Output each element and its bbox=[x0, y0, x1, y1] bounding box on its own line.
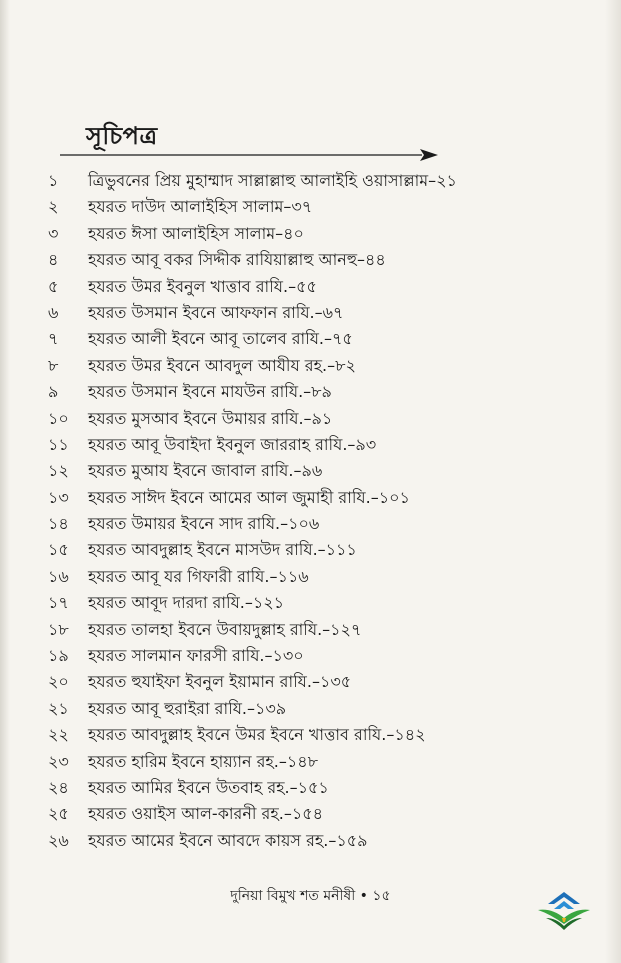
toc-entry-title: হযরত আবূ বকর সিদ্দীক রাযিয়াল্লাহু আনহু–৪৪ bbox=[88, 250, 386, 270]
toc-entry-number: ৬ bbox=[48, 302, 59, 322]
toc-entry-number: ২৫ bbox=[48, 804, 69, 824]
toc-entry bbox=[48, 590, 608, 616]
toc-entry-title: হযরত উমর ইবনে আবদুল আযীয রহ.–৮২ bbox=[88, 355, 356, 375]
toc-entry-number: ২৪ bbox=[48, 777, 69, 797]
toc-entry bbox=[48, 485, 608, 511]
toc-entry bbox=[48, 643, 608, 669]
toc-entry-number: ১০ bbox=[48, 408, 69, 428]
toc-entry-number: ৫ bbox=[48, 276, 59, 296]
toc-entry bbox=[48, 669, 608, 695]
toc-entry-title: হযরত ওয়াইস আল-কারনী রহ.–১৫৪ bbox=[88, 804, 323, 824]
toc-entry-number: ১৩ bbox=[48, 487, 69, 507]
toc-entry-title: হযরত উসমান ইবনে আফফান রাযি.–৬৭ bbox=[88, 302, 344, 322]
toc-entry-title: হযরত আবদুল্লাহ ইবনে উমর ইবনে খাত্তাব রাযি.–১৪২ bbox=[88, 725, 426, 745]
toc-entry-number: ৯ bbox=[48, 382, 59, 402]
toc-entry-number: ১২ bbox=[48, 461, 69, 481]
footer-page-number: ১৫ bbox=[372, 888, 391, 904]
toc-entry bbox=[48, 458, 608, 484]
toc-entry bbox=[48, 326, 608, 352]
toc-entry-title: হযরত ঈসা আলাইহিস সালাম–৪০ bbox=[88, 223, 304, 243]
toc-entry bbox=[48, 353, 608, 379]
toc-entry-title: হযরত উসমান ইবনে মাযউন রাযি.–৮৯ bbox=[88, 382, 332, 402]
toc-entry-title: ত্রিভুবনের প্রিয় মুহাম্মাদ সাল্লাল্লাহু আলাইহি ওয়াসাল্লাম–২১ bbox=[88, 171, 457, 190]
toc-entry-number: ২২ bbox=[48, 725, 69, 745]
toc-entry bbox=[48, 828, 608, 854]
toc-entry-number: ২ bbox=[48, 197, 59, 217]
toc-entry-title: হযরত সালমান ফারসী রাযি.–১৩০ bbox=[88, 646, 304, 666]
toc-entry-title: হযরত সাঈদ ইবনে আমের আল জুমাহী রাযি.–১০১ bbox=[88, 487, 410, 507]
toc-entry-title: হযরত উমর ইবনুল খাত্তাব রাযি.–৫৫ bbox=[88, 276, 317, 296]
toc-entry-title: হযরত দাউদ আলাইহিস সালাম–৩৭ bbox=[88, 197, 313, 217]
toc-entry bbox=[48, 617, 608, 643]
toc-entry-title: হযরত তালহা ইবনে উবায়দুল্লাহ রাযি.–১২৭ bbox=[88, 619, 362, 639]
toc-entry-number: ৪ bbox=[48, 250, 59, 270]
page-title: সূচিপত্র bbox=[86, 122, 158, 150]
toc-entry bbox=[48, 194, 608, 220]
page-footer bbox=[0, 884, 621, 908]
toc-entry-title: হযরত আমের ইবনে আবদে কায়স রহ.–১৫৯ bbox=[88, 830, 368, 850]
toc-entry-title: হযরত মুআয ইবনে জাবাল রাযি.–৯৬ bbox=[88, 461, 323, 481]
toc-entry-number: ১৬ bbox=[48, 566, 69, 586]
toc-entry bbox=[48, 379, 608, 405]
toc-entry-number: ৮ bbox=[48, 355, 59, 375]
toc-entry bbox=[48, 696, 608, 722]
toc-entry-number: ১৭ bbox=[48, 593, 69, 613]
toc-entry bbox=[48, 406, 608, 432]
toc-entry-title: হযরত আলী ইবনে আবূ তালেব রাযি.–৭৫ bbox=[88, 329, 353, 349]
toc-entry-title: হযরত আবূ যর গিফারী রাযি.–১১৬ bbox=[88, 566, 309, 586]
toc-entry-number: ১ bbox=[48, 171, 59, 190]
toc-entry-title: হযরত হুযাইফা ইবনুল ইয়ামান রাযি.–১৩৫ bbox=[88, 672, 352, 692]
toc-entry bbox=[48, 432, 608, 458]
toc-entry bbox=[48, 247, 608, 273]
toc-entry-title: হযরত উমায়র ইবনে সাদ রাযি.–১০৬ bbox=[88, 514, 320, 534]
toc-entry-number: ২১ bbox=[48, 698, 69, 718]
toc-entry bbox=[48, 564, 608, 590]
toc-entry bbox=[48, 274, 608, 300]
toc-entry-title: হযরত মুসআব ইবনে উমায়র রাযি.–৯১ bbox=[88, 408, 333, 428]
toc-entry bbox=[48, 168, 608, 194]
toc-entry-number: ২৬ bbox=[48, 830, 69, 850]
toc-entry-title: হযরত আবূ হুরাইরা রাযি.–১৩৯ bbox=[88, 698, 287, 718]
toc-entry-number: ১৯ bbox=[48, 646, 69, 666]
toc-entry-number: ১১ bbox=[48, 434, 69, 454]
toc-entry bbox=[48, 511, 608, 537]
toc-entry bbox=[48, 801, 608, 827]
toc-entry-number: ১৮ bbox=[48, 619, 69, 639]
toc-entry-title: হযরত আবূদ দারদা রাযি.–১২১ bbox=[88, 593, 285, 613]
toc-entry-number: ৩ bbox=[48, 223, 59, 243]
toc-entry bbox=[48, 749, 608, 775]
toc-entry bbox=[48, 775, 608, 801]
toc-entry-title: হযরত আবদুল্লাহ ইবনে মাসউদ রাযি.–১১১ bbox=[88, 540, 357, 560]
toc-entry bbox=[48, 537, 608, 563]
page-edge-shadow bbox=[0, 0, 10, 963]
toc-entry-number: ২০ bbox=[48, 672, 69, 692]
toc-entry-number: ১৪ bbox=[48, 514, 69, 534]
heading-underline-arrow-icon bbox=[60, 146, 438, 164]
toc-entry-title: হযরত আমির ইবনে উতবাহ রহ.–১৫১ bbox=[88, 777, 329, 797]
table-of-contents bbox=[48, 168, 608, 854]
toc-entry-title: হযরত আবূ উবাইদা ইবনুল জাররাহ রাযি.–৯৩ bbox=[88, 434, 377, 454]
toc-entry-number: ৭ bbox=[48, 329, 59, 349]
toc-entry bbox=[48, 221, 608, 247]
toc-entry bbox=[48, 300, 608, 326]
publisher-logo-icon bbox=[534, 888, 594, 932]
footer-book-title: দুনিয়া বিমুখ শত মনীষী bbox=[230, 888, 356, 904]
toc-entry-number: ২৩ bbox=[48, 751, 69, 771]
footer-separator: • bbox=[359, 888, 368, 904]
toc-entry bbox=[48, 722, 608, 748]
toc-entry-number: ১৫ bbox=[48, 540, 69, 560]
toc-entry-title: হযরত হারিম ইবনে হায়্যান রহ.–১৪৮ bbox=[88, 751, 319, 771]
